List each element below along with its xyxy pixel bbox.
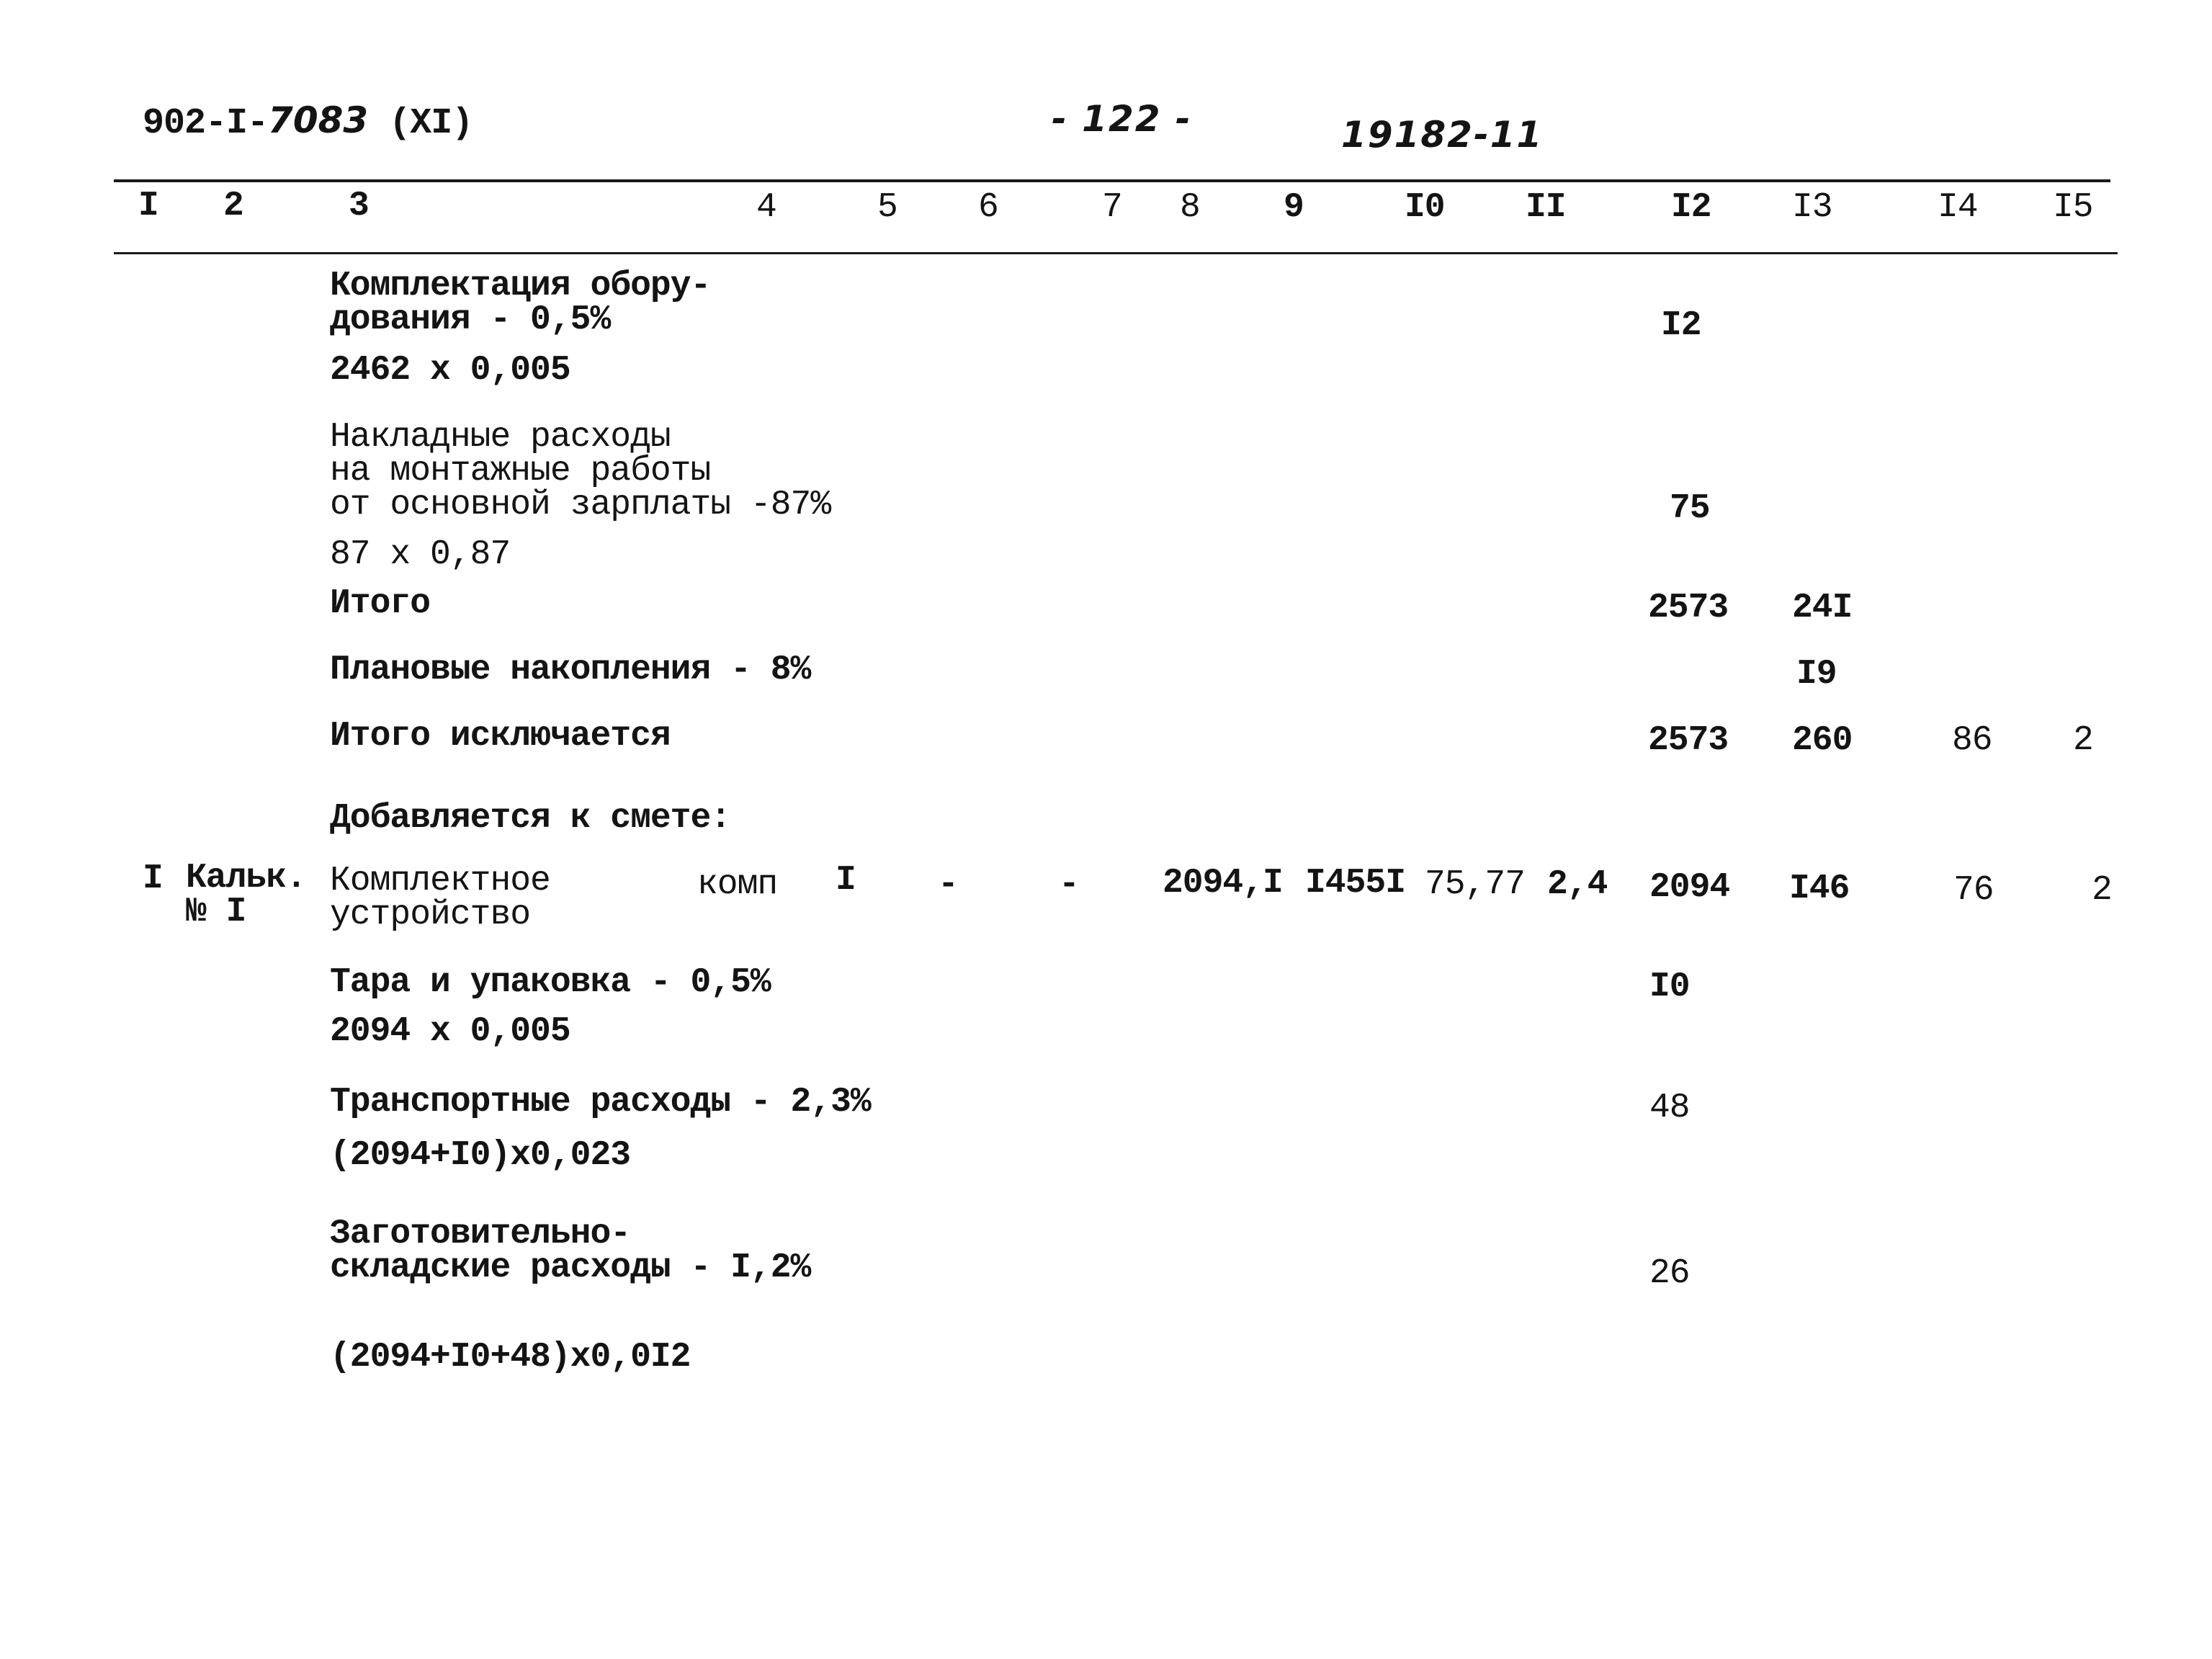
row-complete-device-col2 [186, 859, 306, 931]
row-total-excluded-col13: 260 [1792, 721, 1853, 760]
column-header-11: II [1526, 188, 1566, 227]
row-complete-device-col5: I [836, 861, 856, 900]
column-header-12: I2 [1671, 188, 1711, 227]
row-planned-savings-name: Плановые накопления - 8% [330, 650, 811, 689]
row-total-excluded-col12: 2573 [1648, 721, 1729, 760]
row-complete-device-name [330, 864, 550, 932]
row-transport-col12: 48 [1649, 1088, 1690, 1127]
name-line: Заготовительно- [330, 1215, 631, 1253]
row-warehouse-formula: (2094+I0+48)x0,0I2 [330, 1338, 691, 1377]
name-line: дования - 0,5% [330, 300, 611, 339]
section-added-heading: Добавляется к смете: [330, 799, 731, 838]
column-header-13: I3 [1792, 188, 1832, 227]
row-complete-device-col8: 2094,I [1163, 864, 1283, 903]
row-complete-device-col4: комп [697, 865, 778, 904]
row-complete-device-col11: 2,4 [1547, 865, 1608, 904]
row-subtotal-col12: 2573 [1648, 589, 1729, 627]
row-overhead-name [330, 418, 831, 524]
row-complete-device-col12: 2094 [1649, 868, 1730, 907]
name-line: на монтажные работы [330, 452, 711, 491]
row-equipment-kit-col12: I2 [1661, 306, 1701, 345]
row-planned-savings-col13: I9 [1796, 655, 1837, 694]
document-code-handwritten: 7083 [268, 99, 369, 141]
column-header-3: 3 [349, 187, 369, 225]
table-top-rule [114, 179, 2110, 182]
row-complete-device-col10: 75,77 [1425, 865, 1526, 904]
document-code [143, 99, 473, 144]
row-warehouse-name [330, 1217, 810, 1285]
name-line: Комплектация обору- [330, 267, 711, 305]
column-header-2: 2 [223, 187, 243, 225]
column-header-8: 8 [1180, 188, 1200, 227]
row-overhead-formula: 87 x 0,87 [330, 535, 511, 574]
name-line: от основной зарплаты -87% [330, 486, 831, 524]
row-total-excluded-col15: 2 [2073, 721, 2093, 760]
column-header-1: I [138, 187, 158, 225]
row-packaging-name: Тара и упаковка - 0,5% [330, 963, 771, 1002]
row-complete-device-col9: I455I [1305, 864, 1406, 903]
row-complete-device-col14: 76 [1953, 871, 1994, 910]
row-total-excluded-name: Итого исключается [330, 717, 671, 756]
row-complete-device-col13: I46 [1789, 869, 1850, 908]
inventory-number: 19182-11 [1341, 114, 1544, 156]
column-header-15: I5 [2053, 188, 2093, 227]
document-code-prefix: 902-I- [143, 103, 269, 144]
document-code-suffix: (XI) [389, 103, 473, 144]
row-complete-device-col7: - [1059, 865, 1079, 904]
column-header-5: 5 [877, 188, 897, 227]
row-subtotal-col13: 24I [1792, 589, 1853, 627]
column-header-4: 4 [756, 188, 776, 227]
name-line: Комплектное [330, 862, 550, 900]
row-complete-device-col15: 2 [2092, 871, 2112, 910]
table-header-rule [114, 252, 2118, 254]
row-complete-device-col1: I [143, 859, 163, 898]
row-warehouse-col12: 26 [1649, 1254, 1690, 1293]
calc-line: № I [186, 893, 246, 931]
row-transport-name: Транспортные расходы - 2,3% [330, 1083, 871, 1122]
calc-line: Кальк. [186, 859, 306, 898]
column-header-9: 9 [1284, 188, 1304, 227]
column-header-7: 7 [1102, 188, 1122, 227]
name-line: складские расходы - I,2% [330, 1248, 811, 1287]
name-line: устройство [330, 895, 531, 934]
column-header-6: 6 [978, 188, 998, 227]
row-total-excluded-col14: 86 [1952, 721, 1992, 760]
row-complete-device-col6: - [938, 865, 958, 904]
page-number: - 122 - [1052, 98, 1192, 140]
row-packaging-formula: 2094 x 0,005 [330, 1012, 570, 1051]
name-line: Накладные расходы [330, 418, 671, 457]
row-equipment-kit-formula: 2462 x 0,005 [330, 351, 570, 390]
row-packaging-col12: I0 [1649, 967, 1690, 1006]
row-transport-formula: (2094+I0)x0,023 [330, 1136, 631, 1175]
row-equipment-kit-name [330, 269, 710, 337]
column-header-10: I0 [1405, 188, 1445, 227]
row-overhead-col12: 75 [1670, 489, 1710, 528]
row-subtotal-name: Итого [330, 584, 431, 623]
column-header-14: I4 [1938, 188, 1978, 227]
